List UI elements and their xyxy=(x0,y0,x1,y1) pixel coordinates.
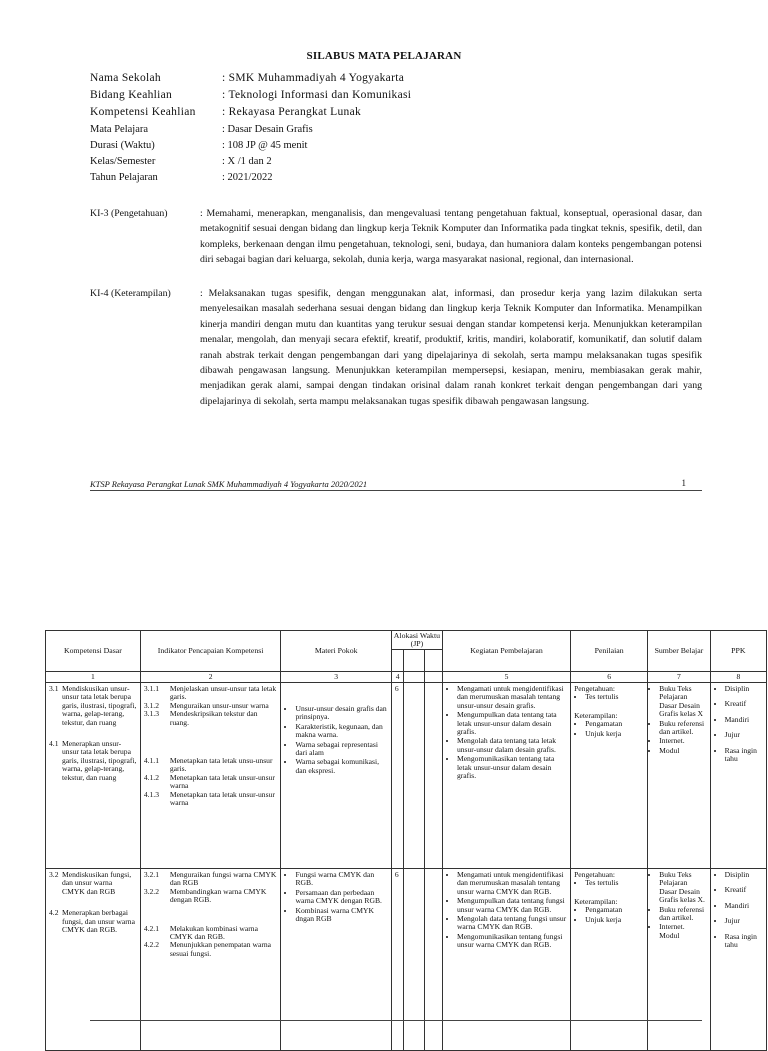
header-kegiatan: Kegiatan Pembelajaran xyxy=(442,631,570,672)
cell-kd xyxy=(46,869,141,1051)
ki3-text: : Memahami, menerapkan, menganalisis, dan mengevaluasi tentang pengetahuan faktual, konseptual, operasional dasar, dan metakognitif sesuai dengan bidang dan lingkup kerja Teknik Komputer dan Informatika pada tingkat teknis, spesifik, detil, dan kompleks, berkenaan dengan ilmu pengetahuan, teknologi, seni, budaya, dan humaniora dalam konteks pengembangan potensi diri sebagai bagian dari keluarga, sekolah, dunia kerja, warga masyarakat nasional, regional, dan internasional. xyxy=(200,208,702,266)
ipk-number: 4.1.2 xyxy=(143,772,159,782)
ipk-item xyxy=(144,925,278,942)
penilaian-heading: Pengetahuan: xyxy=(574,684,615,693)
ipk-text: Melakukan kombinasi warna CMYK dan RGB. xyxy=(169,923,258,942)
ipk-number: 4.2.1 xyxy=(143,923,159,933)
ipk-text: Menguraikan unsur-unsur warna xyxy=(169,700,269,710)
penilaian-item-list xyxy=(574,720,644,738)
ipk-number: 4.1.3 xyxy=(143,789,159,799)
header-ipk: Indikator Pencapaian Kompetensi xyxy=(140,631,281,672)
col-number: 4 xyxy=(391,672,404,683)
kegiatan-item: • Mengomunikasikan tentang fungsi unsur warna CMYK dan RGB. xyxy=(457,933,567,950)
info-label: Mata Pelajara xyxy=(90,124,149,135)
header-alokasi-sub3 xyxy=(425,650,443,672)
info-label: Bidang Keahlian xyxy=(90,89,173,101)
ipk-number: 3.1.2 xyxy=(143,700,159,710)
col-number: 3 xyxy=(281,672,391,683)
info-label: Kelas/Semester xyxy=(90,156,156,167)
ppk-item-list xyxy=(714,685,763,763)
ipk-text: Menguraikan fungsi warna CMYK dan RGB xyxy=(169,870,277,888)
ipk-text: Membandingkan warna CMYK dengan RGB. xyxy=(169,886,267,905)
header-ppk: PPK xyxy=(710,631,766,672)
header-alokasi-sub2 xyxy=(404,650,425,672)
ppk-item: • Rasa ingin tahu xyxy=(725,747,763,764)
penilaian-item: • Pengamatan xyxy=(585,720,644,728)
table-row xyxy=(46,869,767,1051)
sumber-item: • Modul xyxy=(659,747,707,755)
header-sumber: Sumber Belajar xyxy=(648,631,711,672)
materi-item-list xyxy=(284,705,387,775)
kd-text: Menerapkan unsur-unsur tata letak berupa garis, ilustrasi, tipografi, warna, gelap-terang, tekstur, dan ruang xyxy=(62,739,137,782)
ipk-text: Menetapkan tata letak unsur-unsur warna xyxy=(169,789,275,808)
cell-jp-blank xyxy=(425,869,443,1051)
col-number: 2 xyxy=(140,672,281,683)
ipk-item xyxy=(144,791,278,808)
cell-ppk xyxy=(710,683,766,869)
kd-number: 4.2 xyxy=(49,908,59,918)
cell-ppk xyxy=(710,869,766,1051)
penilaian-heading: Pengetahuan: xyxy=(574,870,615,879)
next-page-footer-line xyxy=(90,1020,702,1021)
ki4-label: KI-4 (Keterampilan) xyxy=(90,288,171,299)
materi-item: • Unsur-unsur desain grafis dan prinsipnya. xyxy=(295,705,387,722)
info-label: Nama Sekolah xyxy=(90,72,161,84)
ppk-item: • Jujur xyxy=(725,731,763,739)
ppk-item: • Kreatif xyxy=(725,700,763,708)
penilaian-item-list xyxy=(574,693,644,701)
col-number: 1 xyxy=(46,672,141,683)
kegiatan-item-list xyxy=(446,685,567,780)
cell-penilaian xyxy=(571,683,648,869)
header-kd: Kompetensi Dasar xyxy=(46,631,141,672)
info-label: Tahun Pelajaran xyxy=(90,172,158,183)
kd-text: Mendiskusikan fungsi, dan unsur warna CMYK dan RGB xyxy=(62,870,132,896)
info-value: : SMK Muhammadiyah 4 Yogyakarta xyxy=(222,72,405,84)
cell-ipk xyxy=(140,683,281,869)
footer-text: KTSP Rekayasa Perangkat Lunak SMK Muhammadiyah 4 Yogyakarta 2020/2021 xyxy=(90,479,368,489)
header-alokasi: Alokasi Waktu (JP) xyxy=(391,631,442,650)
ipk-item xyxy=(144,774,278,791)
cell-jp-blank xyxy=(404,683,425,869)
ipk-item xyxy=(144,888,278,905)
penilaian-item: • Tes tertulis xyxy=(585,693,644,701)
penilaian-item: • Unjuk kerja xyxy=(585,916,644,924)
ppk-item: • Disiplin xyxy=(725,871,763,879)
document-title: SILABUS MATA PELAJARAN xyxy=(306,50,462,62)
ipk-number: 4.1.1 xyxy=(143,756,159,766)
kd-item xyxy=(49,871,137,896)
kegiatan-item: • Mengumpulkan data tentang tata letak unsur-unsur dalam desain grafis. xyxy=(457,711,567,736)
ppk-item: • Jujur xyxy=(725,917,763,925)
ki3-label: KI-3 (Pengetahuan) xyxy=(90,208,168,219)
kd-item xyxy=(49,740,137,782)
column-number-row xyxy=(46,672,767,683)
kd-number: 3.2 xyxy=(49,870,59,879)
ppk-item: • Mandiri xyxy=(725,716,763,724)
kegiatan-item: • Mengomunikasikan tentang tata letak unsur-unsur dalam desain grafis. xyxy=(457,755,567,780)
ppk-item: • Rasa ingin tahu xyxy=(725,933,763,950)
kegiatan-item-list xyxy=(446,871,567,950)
page-number: 1 xyxy=(681,478,686,488)
cell-materi xyxy=(281,869,391,1051)
ppk-item: • Mandiri xyxy=(725,902,763,910)
header-materi: Materi Pokok xyxy=(281,631,391,672)
ipk-item xyxy=(144,871,278,888)
info-label: Durasi (Waktu) xyxy=(90,140,155,151)
cell-penilaian xyxy=(571,869,648,1051)
materi-item: • Karakteristik, kegunaan, dan makna warna. xyxy=(295,723,387,740)
ipk-number: 3.1.1 xyxy=(143,684,159,693)
kd-text: Menerapkan berbagai fungsi, dan unsur warna CMYK dan RGB. xyxy=(62,908,135,935)
info-value: : 2021/2022 xyxy=(222,172,273,183)
ipk-text: Menetapkan tata letak unsu-unsur garis. xyxy=(169,756,273,774)
penilaian-item-list xyxy=(574,906,644,924)
syllabus-table xyxy=(45,630,767,1051)
ipk-number: 3.2.2 xyxy=(143,886,159,896)
ipk-text: Menjelaskan unsur-unsur tata letak garis. xyxy=(169,684,277,702)
col-number: 8 xyxy=(710,672,766,683)
ki4-block xyxy=(90,286,702,409)
kd-item xyxy=(49,909,137,934)
sumber-item: • Buku referensi dan artikel. xyxy=(659,906,707,923)
materi-item-list xyxy=(284,871,387,923)
sumber-item-list xyxy=(651,685,707,755)
sumber-item: • Buku Teks Pelajaran Dasar Desain Grafis kelas X. xyxy=(659,871,707,905)
cell-kegiatan xyxy=(442,683,570,869)
sumber-item: • Internet. Modul xyxy=(659,923,707,940)
ipk-item xyxy=(144,941,278,958)
cell-kegiatan xyxy=(442,869,570,1051)
kegiatan-item: • Mengamati untuk mengidentifikasi dan merumuskan masalah tentang unsur warna CMYK dan RGB. xyxy=(457,871,567,896)
info-value: : Rekayasa Perangkat Lunak xyxy=(222,106,362,118)
kegiatan-item: • Mengamati untuk mengidentifikasi dan merumuskan masalah tentang unsur-unsur desain grafis. xyxy=(457,685,567,710)
kegiatan-item: • Mengolah data tentang tata letak unsur-unsur dalam desain grafis. xyxy=(457,737,567,754)
ppk-item: • Disiplin xyxy=(725,685,763,693)
penilaian-heading: Keterampilan: xyxy=(574,896,618,906)
materi-item: • Kombinasi warna CMYK dngan RGB xyxy=(295,907,387,924)
cell-sumber xyxy=(648,683,711,869)
kd-number: 3.1 xyxy=(49,684,59,693)
spacer xyxy=(144,727,278,757)
penilaian-item-list xyxy=(574,879,644,887)
col-number: 5 xyxy=(442,672,570,683)
page-break xyxy=(0,500,768,620)
info-label: Kompetensi Keahlian xyxy=(90,106,196,118)
cell-materi xyxy=(281,683,391,869)
ppk-item-list xyxy=(714,871,763,949)
ipk-text: Mendeskripsikan tekstur dan ruang. xyxy=(169,709,258,727)
sumber-item: • Buku Teks Pelajaran Dasar Desain Grafis kelas X xyxy=(659,685,707,719)
ki3-block xyxy=(90,206,702,268)
info-value: : X /1 dan 2 xyxy=(222,156,272,167)
cell-jp-blank xyxy=(425,683,443,869)
cell-jp-blank xyxy=(404,869,425,1051)
ipk-text: Menunjukkan penempatan warna sesuai fungsi. xyxy=(169,940,272,958)
col-number: 7 xyxy=(648,672,711,683)
col-number: 6 xyxy=(571,672,648,683)
ipk-number: 4.2.2 xyxy=(143,940,159,950)
col-number-blank xyxy=(425,672,443,683)
info-value: : Dasar Desain Grafis xyxy=(222,124,313,135)
penilaian-item: • Pengamatan xyxy=(585,906,644,914)
sumber-item: • Internet. xyxy=(659,737,707,745)
materi-item: • Warna sebagai komunikasi, dan ekspresi. xyxy=(295,758,387,775)
ipk-text: Menetapkan tata letak unsur-unsur warna xyxy=(169,772,275,791)
page-footer xyxy=(90,477,702,491)
info-value: : Teknologi Informasi dan Komunikasi xyxy=(222,89,412,101)
sumber-item-list xyxy=(651,871,707,940)
info-value: : 108 JP @ 45 menit xyxy=(222,140,308,151)
penilaian-item: • Tes tertulis xyxy=(585,879,644,887)
ipk-item xyxy=(144,710,278,727)
kd-number: 4.1 xyxy=(49,739,59,749)
cell-sumber xyxy=(648,869,711,1051)
spacer xyxy=(144,905,278,925)
ipk-number: 3.2.1 xyxy=(143,870,159,879)
cell-ipk xyxy=(140,869,281,1051)
materi-item: • Persamaan dan perbedaan warna CMYK dengan RGB. xyxy=(295,889,387,906)
kd-item xyxy=(49,685,137,727)
materi-item: • Fungsi warna CMYK dan RGB. xyxy=(295,871,387,888)
cell-kd xyxy=(46,683,141,869)
materi-item: • Warna sebagai representasi dari alam xyxy=(295,741,387,758)
cell-jp: 6 xyxy=(391,683,404,869)
penilaian-heading: Keterampilan: xyxy=(574,710,618,720)
header-alokasi-sub1 xyxy=(391,650,404,672)
table-row xyxy=(46,683,767,869)
cell-jp: 6 xyxy=(391,869,404,1051)
ppk-item: • Kreatif xyxy=(725,886,763,894)
sumber-item: • Buku referensi dan artikel. xyxy=(659,720,707,737)
ki4-text: : Melaksanakan tugas spesifik, dengan menggunakan alat, informasi, dan prosedur kerja yang lazim dilakukan serta menyelesaikan masalah sederhana sesuai dengan bidang dan lingkup kerja Teknik Komputer dan Informatika. Menampilkan kinerja mandiri dengan mutu dan kuantitas yang terukur sesuai dengan standar kompetensi kerja. Menunjukkan keterampilan menalar, mengolah, dan menyaji secara efektif, kreatif, produktif, kritis, mandiri, kolaboratif, komunikatif, dan solutif dalam ranah abstrak terkait dengan pengembangan dari yang dipelajarinya di sekolah, serta mampu melaksanakan tugas spesifik dibawah pengawasan langsung. Menunjukkan keterampilan mempersepsi, kesiapan, meniru, membiasakan gerak mahir, menjadikan gerak alami, sampai dengan tindakan orisinal dalam ranah konkret terkait dengan pengembangan dari yang dipelajarinya di sekolah, serta mampu melaksanakan tugas spesifik dibawah pengawasan langsung. xyxy=(200,288,702,407)
kegiatan-item: • Mengumpulkan data tentang fungsi unsur warna CMYK dan RGB. xyxy=(457,897,567,914)
kegiatan-item: • Mengolah data tentang fungsi unsur warna CMYK dan RGB. xyxy=(457,915,567,932)
header-penilaian: Penilaian xyxy=(571,631,648,672)
ipk-number: 3.1.3 xyxy=(143,709,159,719)
col-number-blank xyxy=(404,672,425,683)
kd-text: Mendiskusikan unsur-unsur tata letak berupa garis, ilustrasi, tipografi, warna, gelap-terang, tekstur, dan ruang xyxy=(62,684,137,727)
penilaian-item: • Unjuk kerja xyxy=(585,730,644,738)
ipk-item xyxy=(144,685,278,702)
ipk-item xyxy=(144,757,278,774)
